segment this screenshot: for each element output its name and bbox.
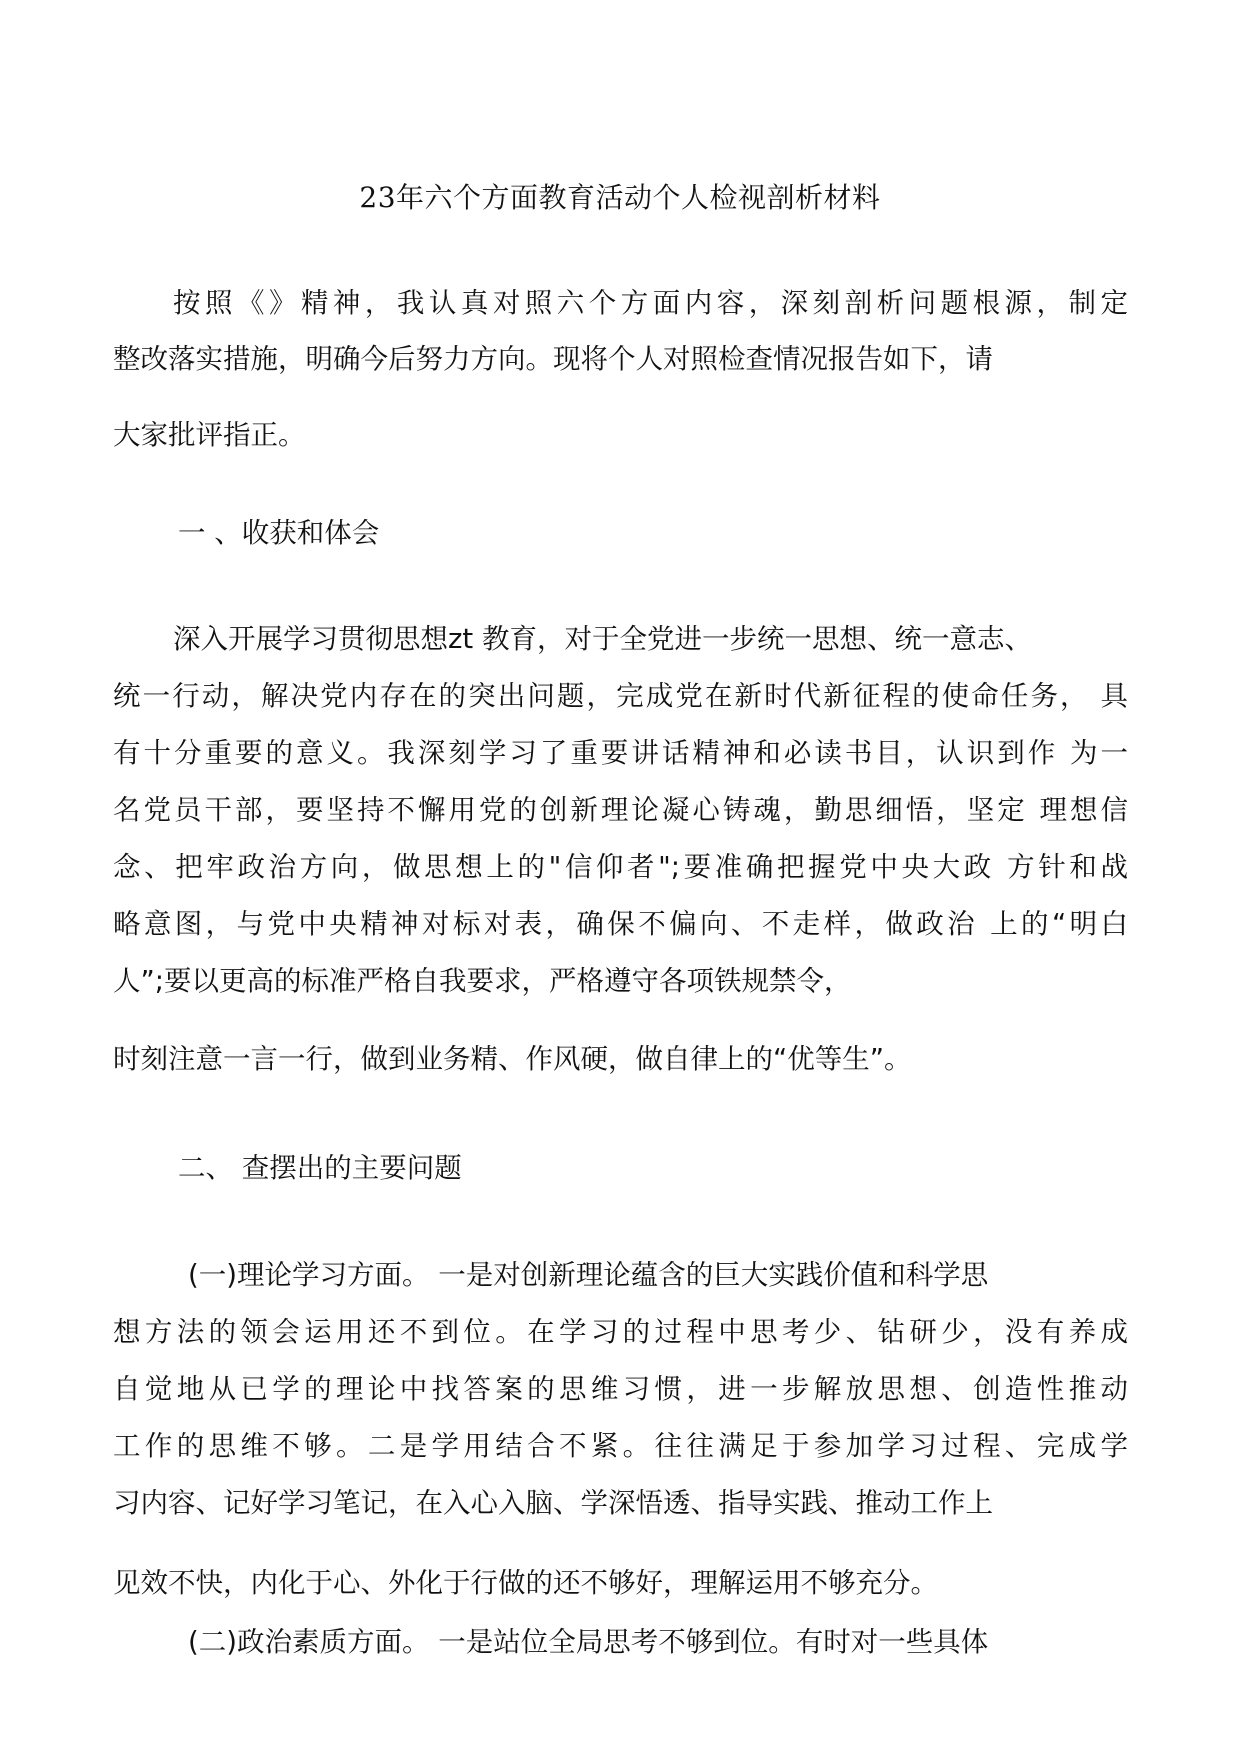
paragraph-line: 自觉地从已学的理论中找答案的思维习惯，进一步解放思想、创造性推动: [113, 1373, 1128, 1405]
section-heading-gains: 一 、收获和体会: [178, 517, 380, 549]
paragraph-line: 深入开展学习贯彻思想zt 教育，对于全党进一步统一思想、统一意志、: [173, 623, 1032, 655]
paragraph-line: 习内容、记好学习笔记，在入心入脑、学深悟透、指导实践、推动工作上: [113, 1487, 993, 1519]
paragraph-line: 统一行动，解决党内存在的突出问题，完成党在新时代新征程的使命任务， 具: [113, 680, 1128, 712]
paragraph-line: 见效不快，内化于心、外化于行做的还不够好，理解运用不够充分。: [113, 1567, 938, 1599]
section-heading-problems: 二、 查摆出的主要问题: [178, 1152, 462, 1184]
document-title: 23年六个方面教育活动个人检视剖析材料: [359, 181, 881, 214]
paragraph-line: 名党员干部，要坚持不懈用党的创新理论凝心铸魂，勤思细悟，坚定 理想信: [113, 794, 1128, 826]
paragraph-line: 有十分重要的意义。我深刻学习了重要讲话精神和必读书目，认识到作 为一: [113, 737, 1128, 769]
intro-line: 大家批评指正。: [113, 419, 306, 451]
intro-line: 整改落实措施，明确今后努力方向。现将个人对照检查情况报告如下，请: [113, 343, 993, 375]
intro-line: 按照《》精神，我认真对照六个方面内容，深刻剖析问题根源，制定: [173, 287, 1128, 319]
paragraph-line: 工作的思维不够。二是学用结合不紧。往往满足于参加学习过程、完成学: [113, 1430, 1128, 1462]
paragraph-line: 想方法的领会运用还不到位。在学习的过程中思考少、钻研少，没有养成: [113, 1316, 1128, 1348]
paragraph-line: (一)理论学习方面。 一是对创新理论蕴含的巨大实践价值和科学思: [188, 1259, 989, 1291]
paragraph-line: 人”;要以更高的标准严格自我要求，严格遵守各项铁规禁令，: [113, 965, 852, 997]
paragraph-line: 略意图，与党中央精神对标对表，确保不偏向、不走样，做政治 上的“明白: [113, 908, 1128, 940]
paragraph-line: 时刻注意一言一行，做到业务精、作风硬，做自律上的“优等生”。: [113, 1043, 912, 1075]
paragraph-line: 念、把牢政治方向，做思想上的"信仰者";要准确把握党中央大政 方针和战: [113, 851, 1128, 883]
paragraph-line: (二)政治素质方面。 一是站位全局思考不够到位。有时对一些具体: [188, 1626, 989, 1658]
